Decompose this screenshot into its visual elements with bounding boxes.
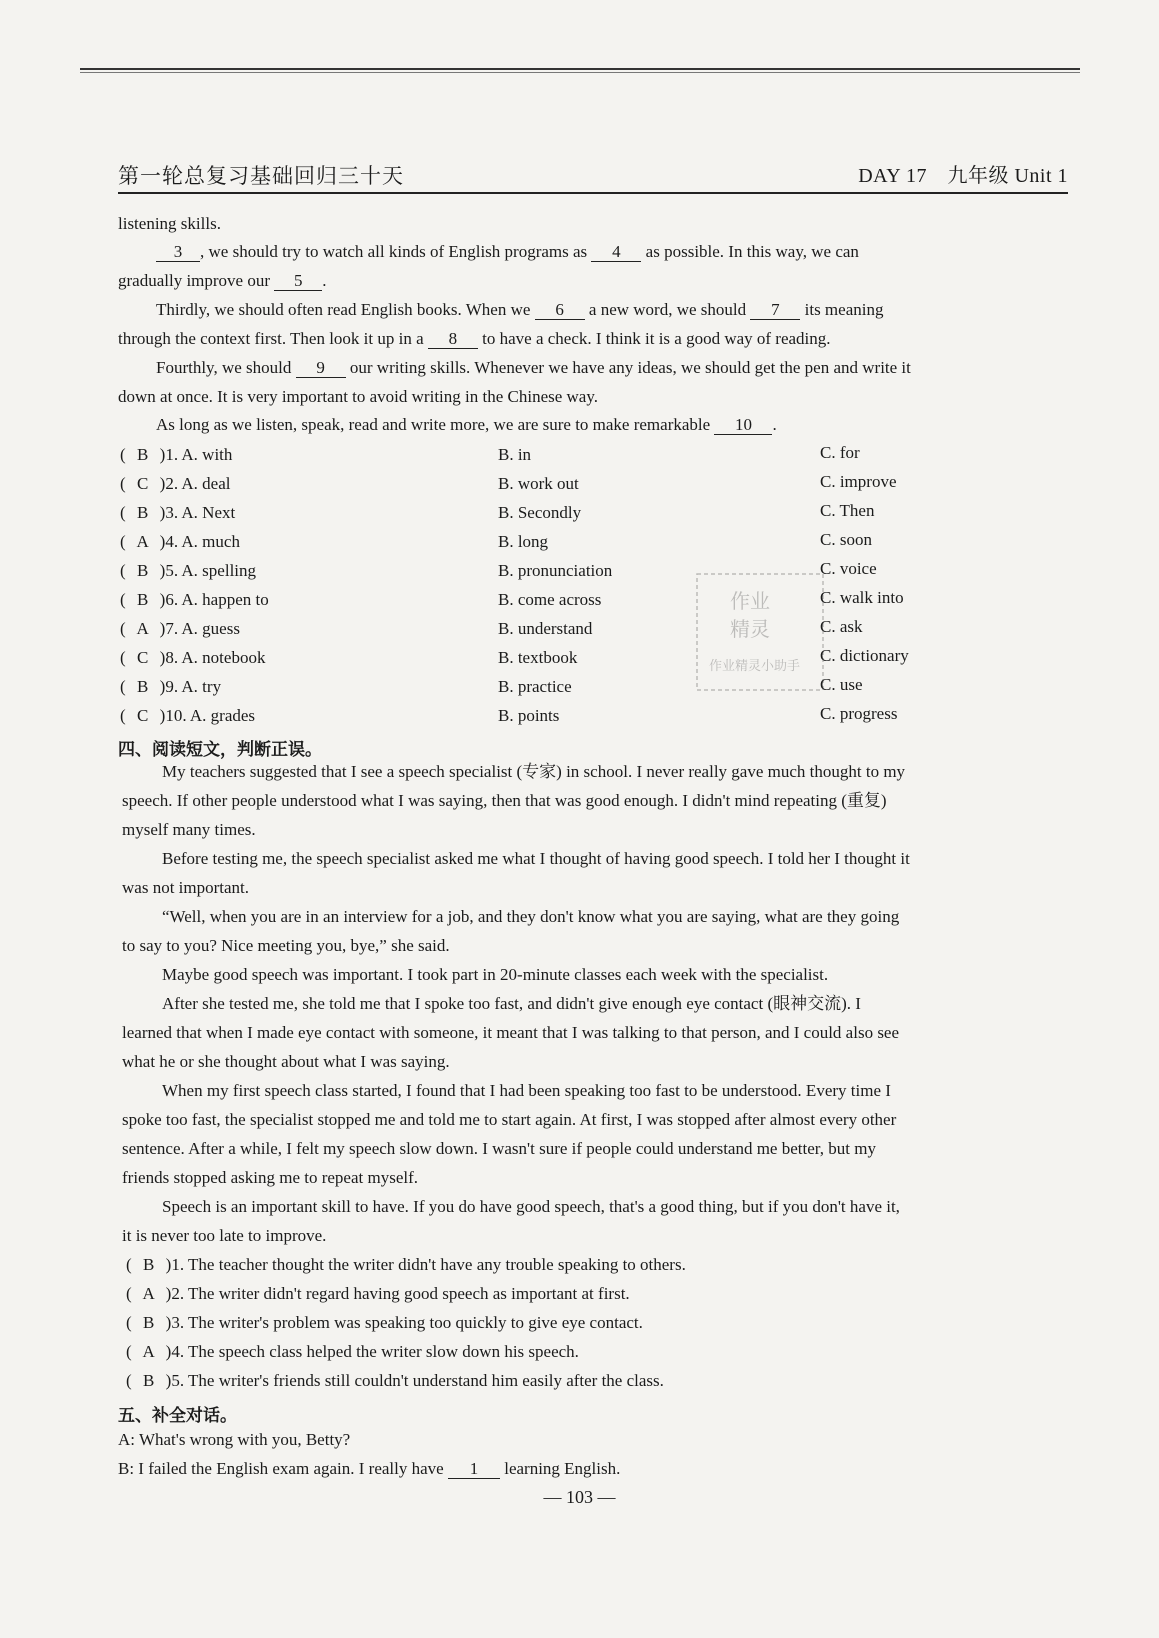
choice-question: ( A )7. A. guess — [120, 619, 240, 638]
page-number: — 103 — — [543, 1487, 616, 1507]
choice-question: ( B )5. A. spelling — [120, 561, 257, 580]
true-false-question: ( B )3. The writer's problem was speaking too quickly to give eye contact. — [126, 1313, 643, 1332]
blank-4: 4 — [591, 243, 641, 262]
choice-answer: B — [137, 445, 149, 464]
passage-line: Before testing me, the speech specialist asked me what I thought of having good speech. I told her I thought it — [162, 849, 910, 868]
choice-option-c: C. soon — [820, 530, 872, 549]
top-rule-thin — [80, 72, 1080, 73]
choice-option-c: C. progress — [820, 704, 898, 723]
blank-1: 1 — [448, 1460, 500, 1479]
choice-answer: B — [137, 503, 149, 522]
blank-6: 6 — [535, 301, 585, 320]
passage-line: myself many times. — [122, 820, 256, 839]
tf-answer: A — [142, 1284, 155, 1303]
choice-question: ( B )6. A. happen to — [120, 590, 269, 609]
passage-line: Speech is an important skill to have. If you do have good speech, that's a good thing, but if you don't have it, — [162, 1197, 900, 1216]
choice-answer: B — [137, 561, 149, 580]
choice-option-c: C. for — [820, 443, 860, 462]
blank-5: 5 — [274, 272, 322, 291]
tf-answer: B — [143, 1313, 155, 1332]
choice-option-b: B. come across — [498, 590, 602, 609]
choice-question: ( C )8. A. notebook — [120, 648, 266, 667]
blank-3: 3 — [156, 243, 200, 262]
passage-line: When my first speech class started, I found that I had been speaking too fast to be understood. Every time I — [162, 1081, 891, 1100]
passage-line: learned that when I made eye contact with someone, it meant that I was talking to that person, and I could also see — [122, 1023, 900, 1042]
passage-line: Maybe good speech was important. I took part in 20-minute classes each week with the specialist. — [162, 965, 829, 984]
blank-10: 10 — [714, 416, 772, 435]
choice-answer: C — [137, 648, 149, 667]
unit-label: DAY 17 九年级 Unit 1 — [858, 165, 1068, 187]
choice-option-c: C. dictionary — [820, 646, 909, 665]
passage-line: speech. If other people understood what I was saying, then that was good enough. I didn't mind repeating (重复) — [122, 791, 887, 810]
dialogue-line: A: What's wrong with you, Betty? — [118, 1430, 351, 1449]
passage-line: “Well, when you are in an interview for a job, and they don't know what you are saying, what are they going — [162, 907, 900, 926]
tf-answer: B — [143, 1255, 155, 1274]
watermark-stamp — [695, 572, 825, 692]
choice-option-b: B. in — [498, 445, 532, 464]
stamp-top: 作业 — [730, 589, 770, 613]
tf-answer: B — [143, 1371, 155, 1390]
passage-line: down at once. It is very important to avoid writing in the Chinese way. — [118, 387, 598, 406]
choice-question: ( B )1. A. with — [120, 445, 233, 464]
choice-question: ( A )4. A. much — [120, 532, 240, 551]
true-false-question: ( B )5. The writer's friends still couldn't understand him easily after the class. — [126, 1371, 664, 1390]
choice-answer: C — [137, 474, 149, 493]
passage-line: it is never too late to improve. — [122, 1226, 327, 1245]
choice-option-b: B. work out — [498, 474, 579, 493]
blank-7: 7 — [750, 301, 800, 320]
choice-option-b: B. Secondly — [498, 503, 582, 522]
choice-answer: C — [137, 706, 149, 725]
choice-answer: B — [137, 590, 149, 609]
passage-line: spoke too fast, the specialist stopped me and told me to start again. At first, I was stopped after almost every other — [122, 1110, 897, 1129]
passage-line: what he or she thought about what I was saying. — [122, 1052, 450, 1071]
top-rule — [80, 68, 1080, 70]
passage-line: Fourthly, we should 9 our writing skills. Whenever we have any ideas, we should get the pen and write it — [156, 358, 911, 377]
tf-answer: A — [142, 1342, 155, 1361]
passage-line: My teachers suggested that I see a speech specialist (专家) in school. I never really gave much thought to my — [162, 762, 906, 781]
passage-line: gradually improve our 5 . — [118, 271, 327, 290]
choice-option-b: B. pronunciation — [498, 561, 613, 580]
passage-line: listening skills. — [118, 214, 221, 233]
choice-question: ( C )2. A. deal — [120, 474, 231, 493]
blank-8: 8 — [428, 330, 478, 349]
passage-line: As long as we listen, speak, read and write more, we are sure to make remarkable 10 . — [156, 415, 777, 434]
passage-line: to say to you? Nice meeting you, bye,” she said. — [122, 936, 450, 955]
passage-line: 3 , we should try to watch all kinds of English programs as 4 as possible. In this way, we can — [118, 241, 1070, 263]
choice-option-c: C. ask — [820, 617, 863, 636]
choice-option-b: B. practice — [498, 677, 572, 696]
choice-option-c: C. voice — [820, 559, 877, 578]
choice-option-c: C. improve — [820, 472, 897, 491]
choice-option-c: C. use — [820, 675, 863, 694]
book-title: 第一轮总复习基础回归三十天 — [118, 164, 404, 188]
choice-answer: A — [136, 532, 149, 551]
choice-option-c: C. walk into — [820, 588, 904, 607]
stamp-mid: 精灵 — [730, 617, 770, 641]
choice-option-c: C. Then — [820, 501, 875, 520]
passage-line: Thirdly, we should often read English books. When we 6 a new word, we should 7 its meaning — [156, 300, 884, 319]
passage-line: through the context first. Then look it up in a 8 to have a check. I think it is a good way of reading. — [118, 329, 831, 348]
true-false-question: ( B )1. The teacher thought the writer didn't have any trouble speaking to others. — [126, 1255, 686, 1274]
passage-line: After she tested me, she told me that I spoke too fast, and didn't give enough eye contact (眼神交流). I — [162, 994, 861, 1013]
choice-question: ( B )9. A. try — [120, 677, 222, 696]
section-title: 四、阅读短文，判断正误。 — [118, 740, 322, 760]
page-header — [118, 160, 1068, 194]
choice-question: ( C )10. A. grades — [120, 706, 256, 725]
section-title: 五、补全对话。 — [118, 1406, 237, 1426]
blank-9: 9 — [296, 359, 346, 378]
stamp-bottom: 作业精灵小助手 — [709, 659, 801, 674]
choice-option-b: B. long — [498, 532, 549, 551]
choice-option-b: B. textbook — [498, 648, 578, 667]
choice-option-b: B. points — [498, 706, 560, 725]
true-false-question: ( A )2. The writer didn't regard having good speech as important at first. — [126, 1284, 630, 1303]
passage-line: sentence. After a while, I felt my speech slow down. I wasn't sure if people could understand me better, but my — [122, 1139, 876, 1158]
true-false-question: ( A )4. The speech class helped the writer slow down his speech. — [126, 1342, 579, 1361]
passage-line: was not important. — [122, 878, 250, 897]
passage-line: friends stopped asking me to repeat myself. — [122, 1168, 419, 1187]
choice-answer: B — [137, 677, 149, 696]
choice-option-b: B. understand — [498, 619, 593, 638]
dialogue-line: B: I failed the English exam again. I really have 1 learning English. — [118, 1459, 621, 1478]
choice-question: ( B )3. A. Next — [120, 503, 236, 522]
choice-answer: A — [136, 619, 149, 638]
